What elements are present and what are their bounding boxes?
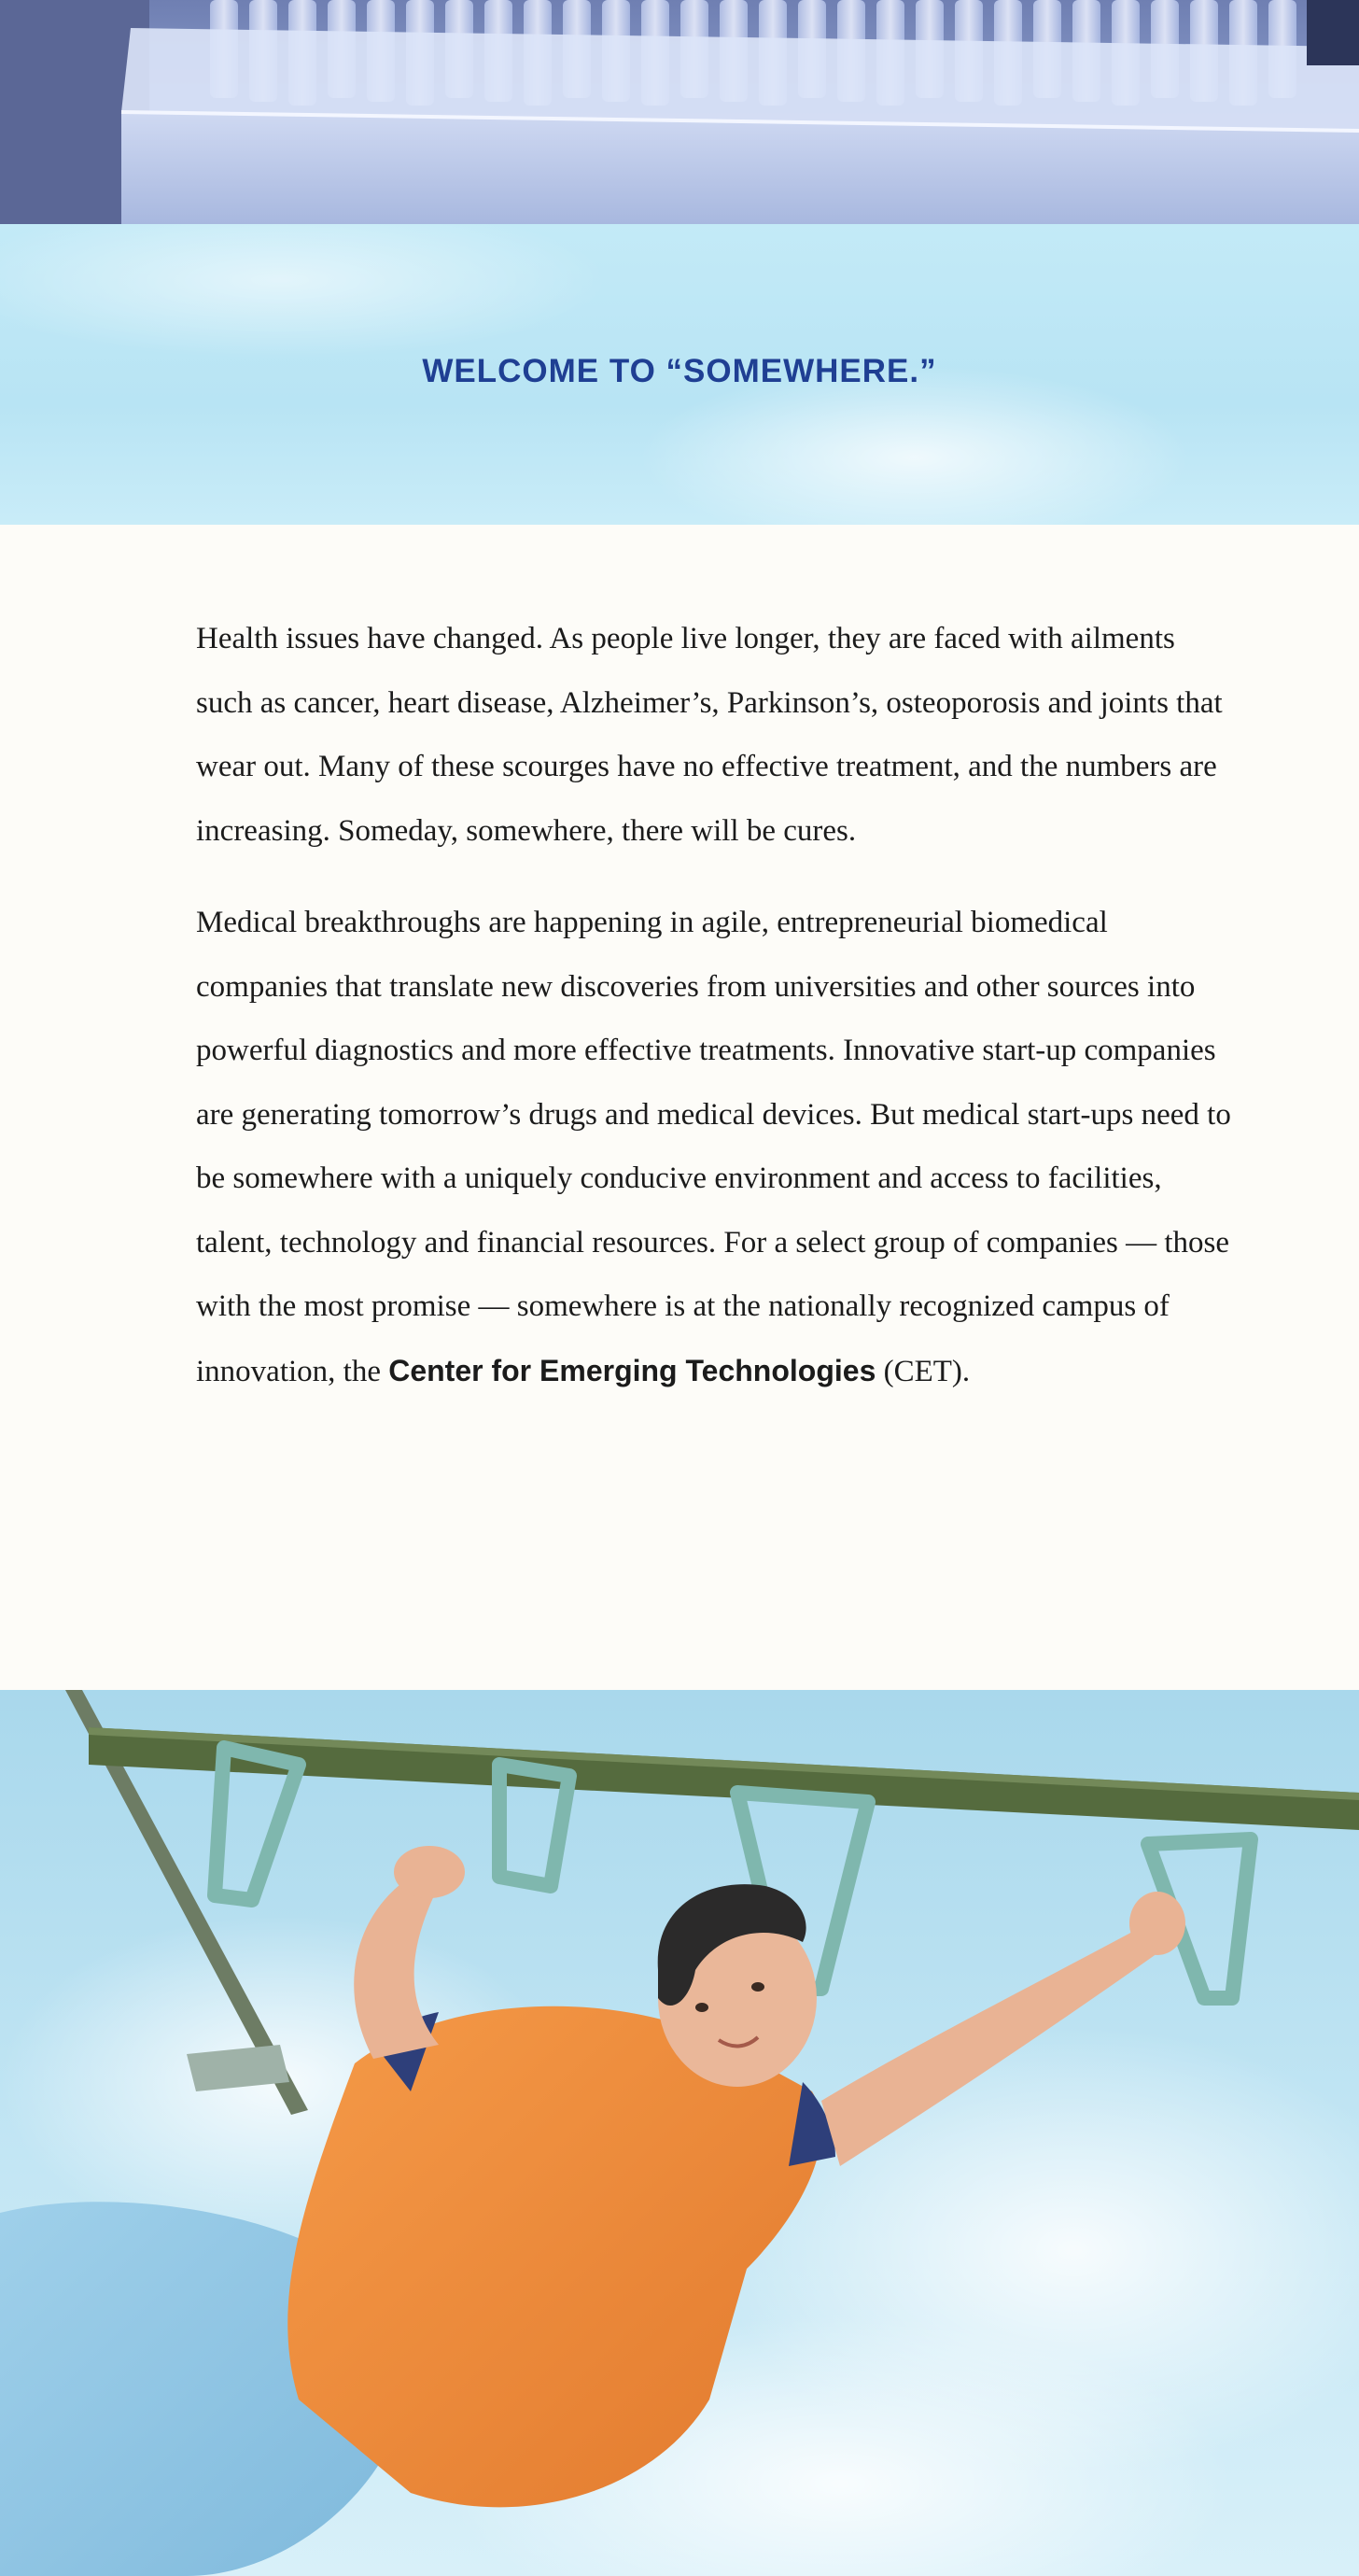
body-copy — [196, 607, 1232, 1403]
child-monkey-bars-photo — [0, 1690, 1359, 2576]
intro-paragraph: Health issues have changed. As people live longer, they are faced with ailments such as cancer, heart disease, Alzheimer’s, Parkinson’s, osteoporosis and joints that wear out. Many of these scourges have no effective treatment, and the numbers are increasing. Someday, somewhere, there will be cures. — [196, 622, 1223, 848]
breakthroughs-paragraph-tail: (CET). — [876, 1354, 971, 1388]
welcome-banner — [0, 224, 1359, 525]
lab-tubes-illustration — [0, 0, 1359, 224]
breakthroughs-paragraph — [196, 891, 1232, 1403]
welcome-title: WELCOME TO “SOMEWHERE.” — [422, 353, 937, 389]
lab-tubes-photo — [0, 0, 1359, 224]
breakthroughs-paragraph-lead: Medical breakthroughs are happening in agile, entrepreneurial biomedical companies that translate new discoveries from universities and other sources into powerful diagnostics and more effective treatments. Innovative start-up companies are generating tomorrow’s drugs and medical devices. But medical start-ups need to be somewhere with a uniquely conducive environment and access to facilities, talent, technology and financial resources. For a select group of companies — those with the most promise — somewhere is at the nationally recognized campus of innovation, the — [196, 906, 1231, 1388]
child-monkey-bars-illustration — [0, 1690, 1359, 2576]
organization-name: Center for Emerging Technologies — [388, 1353, 876, 1387]
